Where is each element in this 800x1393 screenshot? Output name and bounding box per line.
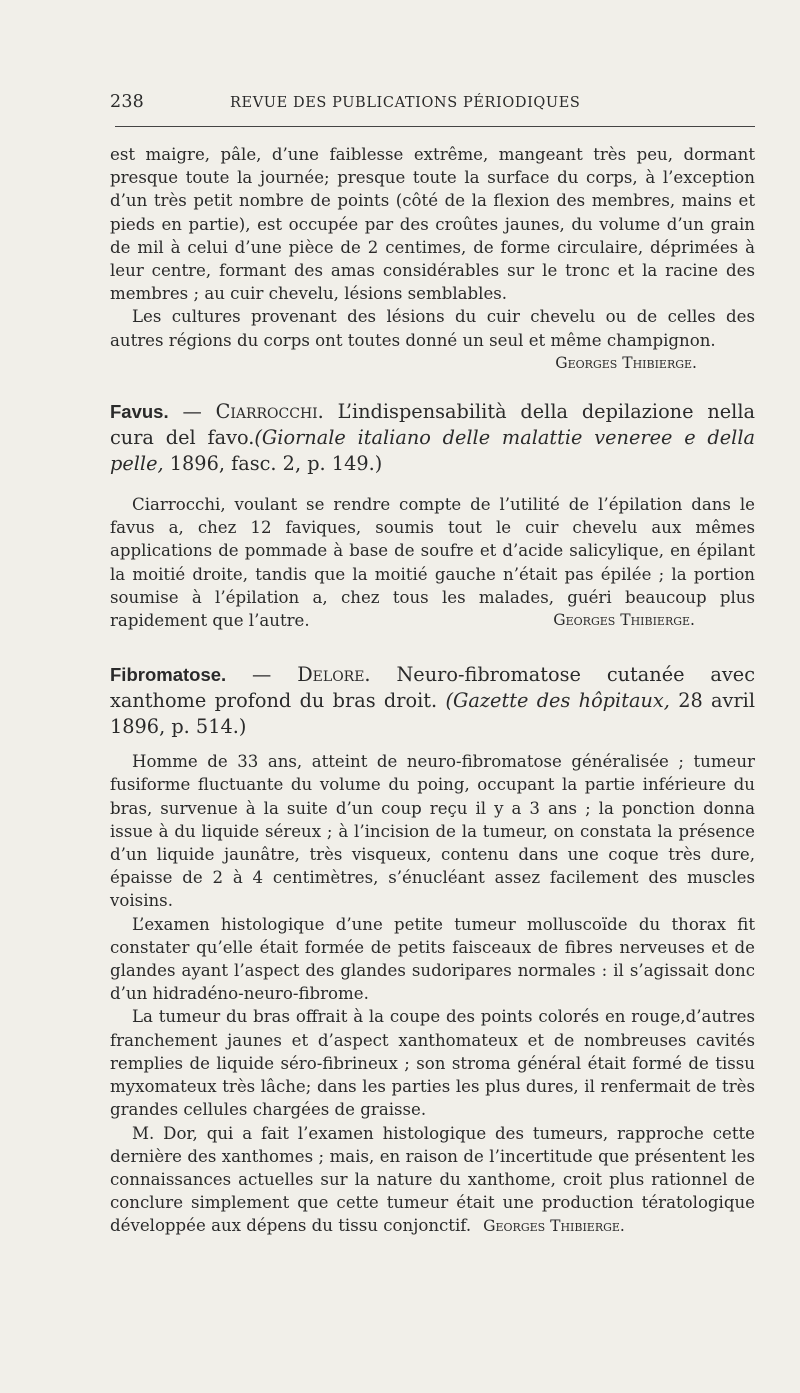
fibromatose-title: Neuro-fibromatose cutanée avec xanthome profond du bras droit. bbox=[110, 663, 755, 713]
favus-paragraph-text: Ciarrocchi, voulant se rendre compte de l’utilité de l’épilation dans le favus a, chez 12 faviques, soumis tout le cuir chevelu aux mêmes applications de pommade à base de soufre et d’acide salicylique, en épilant la moitié droite, tandis que la moitié gauche n’était pas épilée ; la portion soumise à l’épilation a, chez tous les malades, guéri beaucoup plus rapidement que l’autre. bbox=[110, 495, 755, 631]
spacer bbox=[110, 740, 755, 750]
fibromatose-signature: Georges Thibierge. bbox=[483, 1217, 625, 1236]
header-rule bbox=[115, 126, 755, 127]
fibromatose-citation: 28 avril 1896, p. 514.) bbox=[110, 689, 755, 739]
lead-paragraph-1: est maigre, pâle, d’une faiblesse extrême, mangeant très peu, dormant presque toute la journée; presque toute la surface du corps, à l’exception d’un très petit nombre de points (côté de la flexion des membres, mains et pieds en partie), est occupée par des croûtes jaunes, du volume d’un grain de mil à celui d’une pièce de 2 centimes, de forme circulaire, déprimées à leur centre, formant des amas considérables sur le tronc et la racine des membres ; au cuir chevelu, lésions semblables. bbox=[110, 145, 755, 304]
fibromatose-source: (Gazette des hôpitaux, bbox=[445, 689, 670, 713]
favus-signature: Georges Thibierge. bbox=[553, 611, 695, 630]
fibromatose-entry-heading bbox=[110, 662, 755, 740]
page-number: 238 bbox=[110, 92, 145, 112]
favus-citation: 1896, fasc. 2, p. 149.) bbox=[163, 452, 383, 476]
running-title: REVUE DES PUBLICATIONS PÉRIODIQUES bbox=[230, 95, 581, 111]
running-header bbox=[110, 92, 755, 112]
favus-source: (Giornale italiano delle malattie veneree e della pelle, bbox=[110, 426, 756, 476]
article-body bbox=[110, 143, 755, 1239]
lead-signature: Georges Thibierge. bbox=[555, 353, 697, 372]
favus-author: Ciarrocchi. bbox=[215, 400, 324, 424]
document-page bbox=[110, 92, 755, 1239]
favus-paragraph-1 bbox=[110, 493, 755, 632]
favus-dash: — bbox=[168, 400, 216, 424]
fibromatose-dash: — bbox=[226, 663, 298, 687]
fibromatose-author: Delore. bbox=[297, 663, 371, 687]
fibromatose-paragraph-4-text: M. Dor, qui a fait l’examen histologique des tumeurs, rapproche cette dernière des xanthomes ; mais, en raison de l’incertitude que présentent les connaissances actuelles sur la nature du xanthome, croit plus rationnel de conclure simplement que cette tumeur était une production tératologique développée aux dépens du tissu conjonctif. bbox=[110, 1123, 755, 1236]
favus-entry-heading bbox=[110, 399, 755, 477]
fibromatose-paragraph-3: La tumeur du bras offrait à la coupe des points colorés en rouge,d’autres franchement jaunes et d’aspect xanthomateux et de nombreuses cavités remplies de liquide séro-fibrineux ; son stroma général était formé de tissu myxomateux très lâche; dans les parties les plus dures, il renfermait de très grandes cellules chargées de graisse. bbox=[110, 1007, 755, 1120]
favus-title: L’indispensabilità della depilazione nella cura del favo. bbox=[110, 400, 755, 450]
favus-rubric: Favus. bbox=[110, 401, 169, 423]
fibromatose-paragraph-2: L’examen histologique d’une petite tumeur molluscoïde du thorax fit constater qu’elle était formée de petits faisceaux de fibres nerveuses et de glandes ayant l’aspect des glandes sudoripares normales : il s’agissait donc d’un hidradéno-neuro-fibrome. bbox=[110, 914, 755, 1004]
fibromatose-rubric: Fibromatose. bbox=[110, 664, 227, 686]
spacer bbox=[110, 477, 755, 493]
fibromatose-paragraph-4 bbox=[110, 1122, 755, 1239]
lead-paragraph-2: Les cultures provenant des lésions du cuir chevelu ou de celles des autres régions du corps ont toutes donné un seul et même champignon. bbox=[110, 307, 755, 350]
fibromatose-paragraph-1: Homme de 33 ans, atteint de neuro-fibromatose généralisée ; tumeur fusiforme fluctuante du volume du poing, occupant la partie inférieure du bras, survenue à la suite d’un coup reçu il y a 3 ans ; la ponction donna issue à du liquide séreux ; à l’incision de la tumeur, on constata la présence d’un liquide jaunâtre, très visqueux, contenu dans une coque très dure, épaisse de 2 à 4 centimètres, s’énucléant assez facilement des muscles voisins. bbox=[110, 752, 755, 911]
